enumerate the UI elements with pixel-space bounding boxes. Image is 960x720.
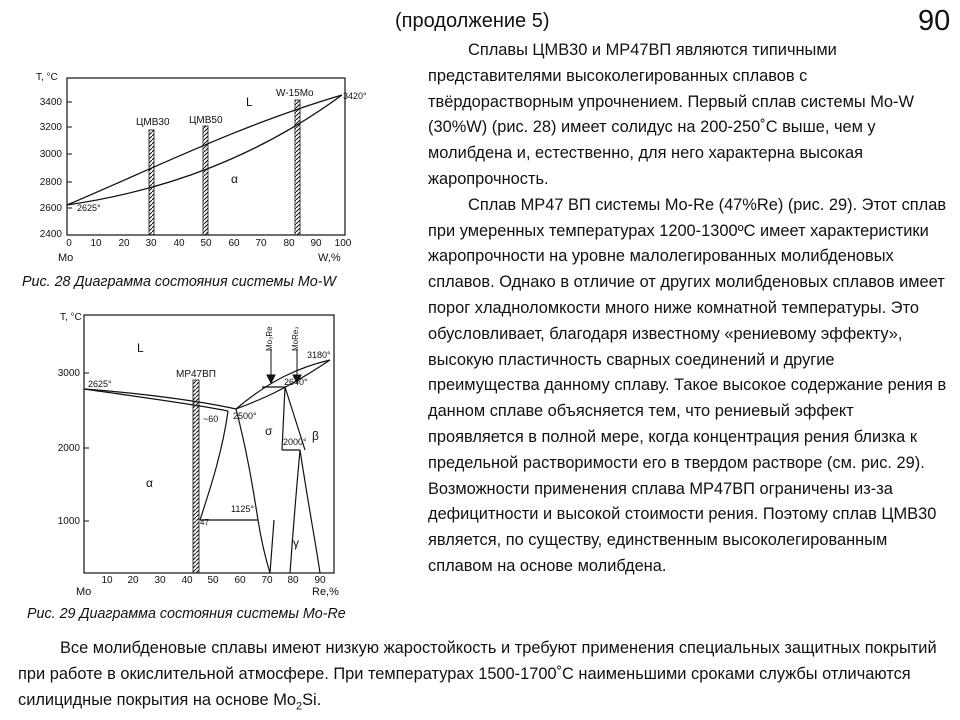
fig29-label-t4: 2500°: [233, 411, 257, 421]
fig29-label-arrow2: MoRe₃: [291, 326, 300, 351]
bottom-text: [18, 636, 948, 720]
fig28-label-w15mo: W-15Mo: [276, 88, 314, 99]
fig29-alloy-band-mr47vp: [193, 380, 199, 573]
fig29-x-tick: 20: [127, 575, 139, 586]
fig29-label-mr47vp: МР47ВП: [176, 369, 216, 380]
fig28-alloy-band-cmv50: [203, 126, 208, 235]
fig28-label-cmv30: ЦМВ30: [136, 117, 170, 128]
bottom-text-end: Si.: [302, 690, 322, 709]
fig29-label-t2: 3180°: [307, 350, 331, 360]
fig29-y-axis-label: T, °C: [60, 312, 82, 323]
fig28-phase-alpha: α: [231, 172, 238, 186]
bottom-text-main: Все молибденовые сплавы имеют низкую жаростойкость и требуют применения специальных защитных покрытий при работе в окислительной атмосфере. При температурах 1500-1700˚С наименьшими сроками службы отличаются силицидные покрытия на основе Mo: [18, 639, 937, 709]
fig28-x-tick: 30: [145, 238, 157, 249]
fig29-x-right-label: Re,%: [312, 586, 339, 598]
right-column-text: [428, 38, 950, 580]
fig28-label-t-low: 2625°: [77, 203, 101, 213]
fig29-x-tick: 50: [207, 575, 219, 586]
fig28-x-tick: 10: [90, 238, 102, 249]
fig29-label-c1: ~60: [203, 414, 219, 424]
fig28-x-right-label: W,%: [318, 252, 341, 264]
fig29-label-t1: 2625°: [88, 379, 112, 389]
figure-29-mo-re-diagram: [0, 305, 400, 605]
fig28-label-cmv50: ЦМВ50: [189, 115, 223, 126]
fig28-x-tick: 20: [118, 238, 130, 249]
fig29-x-tick: 40: [181, 575, 193, 586]
fig28-x-tick: 60: [228, 238, 240, 249]
fig28-y-tick: 2800: [39, 177, 62, 188]
fig29-y-tick: 3000: [57, 368, 80, 379]
fig28-x-tick: 80: [283, 238, 295, 249]
fig29-phase-l: L: [137, 341, 144, 355]
fig29-x-tick: 90: [314, 575, 326, 586]
fig29-phase-gamma: γ: [293, 536, 299, 550]
fig28-x-tick: 40: [173, 238, 185, 249]
fig28-y-axis-label: T, °C: [36, 72, 58, 83]
fig29-x-tick: 70: [261, 575, 273, 586]
fig28-x-tick: 100: [334, 238, 352, 249]
fig28-x-tick: 90: [310, 238, 322, 249]
formula-subscript: 2: [296, 699, 303, 712]
page-number: 90: [918, 5, 951, 37]
fig29-label-t3: 2640°: [284, 377, 308, 387]
paragraph-2: Сплав МР47 ВП системы Mo-Re (47%Re) (рис. 29). Этот сплав при умеренных температурах 1200-1300ºС имеет характеристики жаропрочности на уровне малолегированных молибденовых сплавов. Однако в отличие от других молибденовых сплавов имеет порог хладноломкости много ниже комнатной температуры. Это обусловливает, благодаря известному «рениевому эффекту», высокую пластичность сварных соединений и другие преимущества данному сплаву. Такое высокое содержание рения в данном сплаве объясняется тем, что рениевый эффект проявляется в полной мере, когда концентрация рения близка к предельной растворимости его в твердом растворе (см. рис. 29). Возможности применения сплава МР47ВП ограничены из-за дефицитности и высокой стоимости рения. Поэтому сплав ЦМВ30 является, по существу, единственным высоколегированным сплавом на основе молибдена.: [428, 195, 947, 575]
fig29-label-t6: 1125°: [231, 504, 254, 514]
fig29-label-t5: 2000°: [283, 437, 307, 447]
fig28-y-tick: 2600: [39, 203, 62, 214]
fig28-x-tick: 0: [66, 238, 72, 249]
fig29-phase-beta: β: [312, 429, 319, 443]
fig28-x-tick: 50: [200, 238, 212, 249]
paragraph-1: Сплавы ЦМВ30 и МР47ВП являются типичными представителями высоколегированных сплавов с твёрдорастворным упрочнением. Первый сплав системы Mo-W (30%W) (рис. 28) имеет солидус на 200-250˚С выше, чем у молибдена и, естественно, для него характерна высокая жаропрочность.: [428, 41, 914, 188]
fig28-y-tick: 3200: [39, 122, 62, 133]
figure-28-caption: Рис. 28 Диаграмма состояния системы Mo-W: [22, 274, 336, 290]
page-title: (продолжение 5): [395, 10, 550, 32]
fig29-x-tick: 60: [234, 575, 246, 586]
fig28-phase-l: L: [246, 95, 253, 109]
fig29-x-tick: 80: [287, 575, 299, 586]
fig28-label-t-high: 3420°: [343, 91, 367, 101]
fig29-y-tick: 1000: [57, 516, 80, 527]
fig28-x-left-label: Mo: [58, 252, 74, 264]
fig29-label-c2: 47: [200, 518, 209, 527]
fig28-y-tick: 3400: [39, 97, 62, 108]
fig29-x-tick: 30: [154, 575, 166, 586]
fig28-x-tick: 70: [255, 238, 267, 249]
fig29-phase-sigma: σ: [265, 424, 273, 438]
fig29-y-tick: 2000: [57, 443, 80, 454]
fig28-alloy-band-cmv30: [149, 130, 154, 235]
fig29-phase-alpha: α: [146, 476, 153, 490]
fig28-y-tick: 2400: [39, 229, 62, 240]
fig29-label-arrow1: Mo₃Re: [265, 326, 274, 351]
fig28-alloy-band-w15mo: [295, 100, 300, 235]
fig29-x-tick: 10: [101, 575, 113, 586]
fig29-x-left-label: Mo: [76, 586, 92, 598]
figure-28-mo-w-diagram: [0, 60, 400, 270]
fig28-y-tick: 3000: [39, 149, 62, 160]
bottom-paragraph: [18, 636, 948, 720]
figure-29-caption: Рис. 29 Диаграмма состояния системы Mo-Re: [27, 606, 346, 622]
